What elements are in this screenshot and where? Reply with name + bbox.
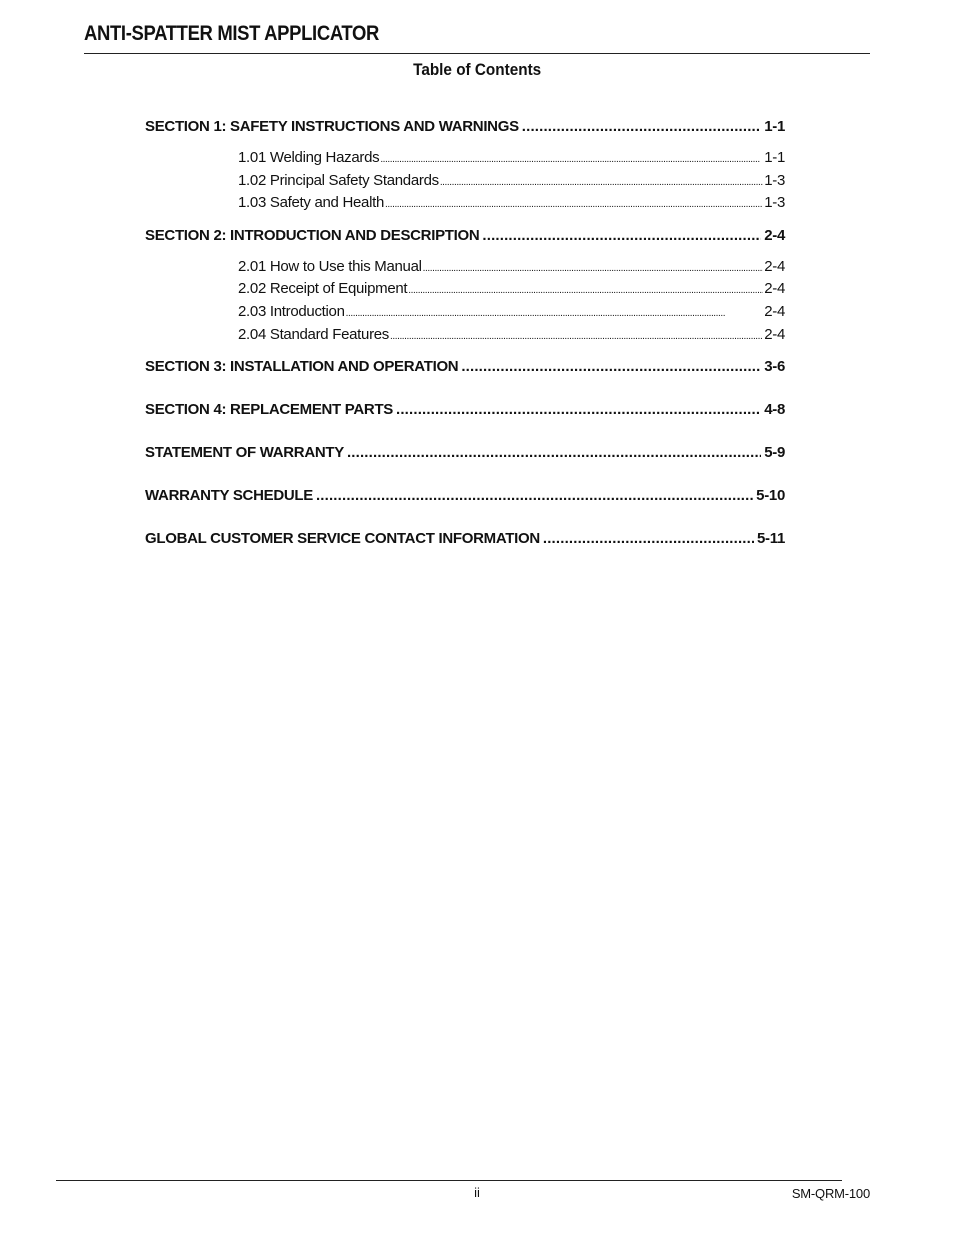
toc-section-label: GLOBAL CUSTOMER SERVICE CONTACT INFORMATION xyxy=(145,530,540,548)
toc-subsection-label: 1.01 Welding Hazards xyxy=(238,149,380,166)
toc-subsection-label: 1.02 Principal Safety Standards xyxy=(238,171,439,189)
dot-leader xyxy=(396,401,761,418)
toc-section-label: SECTION 1: SAFETY INSTRUCTIONS AND WARNINGS xyxy=(145,118,519,135)
toc-subsection-2-01[interactable] xyxy=(238,258,785,281)
toc-section-label: WARRANTY SCHEDULE xyxy=(145,487,313,505)
toc-statement-of-warranty[interactable] xyxy=(145,444,785,464)
toc-section-label: SECTION 4: REPLACEMENT PARTS xyxy=(145,401,394,419)
footer-rule xyxy=(56,1180,842,1181)
toc-subsection-label: 2.03 Introduction xyxy=(238,302,345,320)
dot-leader xyxy=(346,303,764,320)
toc-page-number: 2-4 xyxy=(764,302,785,320)
document-code: SM-QRM-100 xyxy=(791,1186,870,1201)
toc-section-label: STATEMENT OF WARRANTY xyxy=(145,444,344,462)
toc-page-number: 2-4 xyxy=(764,325,785,343)
dot-leader xyxy=(316,487,753,504)
header-rule xyxy=(84,53,870,54)
toc-subsection-1-02[interactable] xyxy=(238,172,785,195)
dot-leader xyxy=(423,258,764,275)
toc-page-number: 5-11 xyxy=(757,530,785,548)
dot-leader xyxy=(390,326,763,343)
toc-warranty-schedule[interactable] xyxy=(145,487,785,507)
dot-leader xyxy=(408,280,763,297)
dot-leader xyxy=(482,227,761,244)
toc-heading: Table of Contents xyxy=(412,60,542,79)
toc-subsection-label: 2.01 How to Use this Manual xyxy=(238,257,422,275)
toc-subsection-2-02[interactable] xyxy=(238,280,785,303)
toc-global-customer-service[interactable] xyxy=(145,530,785,550)
dot-leader xyxy=(461,358,761,375)
toc-section-4[interactable] xyxy=(145,401,785,421)
toc-page-number: 5-9 xyxy=(764,444,785,462)
toc-page-number: 3-6 xyxy=(764,358,785,376)
toc-subsection-label: 2.04 Standard Features xyxy=(238,325,390,343)
dot-leader xyxy=(380,149,763,166)
toc-section-label: SECTION 3: INSTALLATION AND OPERATION xyxy=(145,358,459,376)
toc-page-number: 1-1 xyxy=(764,149,785,166)
toc-page-number: 4-8 xyxy=(764,401,785,419)
toc-subsection-2-04[interactable] xyxy=(238,326,785,349)
toc-page-number: 2-4 xyxy=(764,280,785,298)
document-title: ANTI-SPATTER MIST APPLICATOR xyxy=(84,22,380,45)
toc-page-number: 1-3 xyxy=(764,171,785,189)
toc-page-number: 2-4 xyxy=(764,257,785,275)
dot-leader xyxy=(347,444,761,461)
toc-subsection-label: 2.02 Receipt of Equipment xyxy=(238,280,408,298)
dot-leader xyxy=(543,530,754,547)
toc-subsection-1-01[interactable] xyxy=(238,149,785,172)
dot-leader xyxy=(522,118,761,135)
toc-section-3[interactable] xyxy=(145,358,785,378)
page-number: ii xyxy=(474,1185,480,1200)
toc-page-number: 5-10 xyxy=(756,487,785,505)
dot-leader xyxy=(385,194,763,211)
toc-subsection-2-03[interactable] xyxy=(238,303,785,326)
toc-page-number: 1-1 xyxy=(764,118,785,135)
toc-subsection-1-03[interactable] xyxy=(238,194,785,217)
toc-page-number: 2-4 xyxy=(764,226,785,244)
toc-section-label: SECTION 2: INTRODUCTION AND DESCRIPTION xyxy=(145,226,480,244)
toc-section-1[interactable] xyxy=(145,118,785,138)
table-of-contents xyxy=(145,118,785,550)
toc-page-number: 1-3 xyxy=(764,194,785,212)
dot-leader xyxy=(440,172,763,189)
toc-subsection-label: 1.03 Safety and Health xyxy=(238,194,385,212)
toc-section-2[interactable] xyxy=(145,227,785,247)
